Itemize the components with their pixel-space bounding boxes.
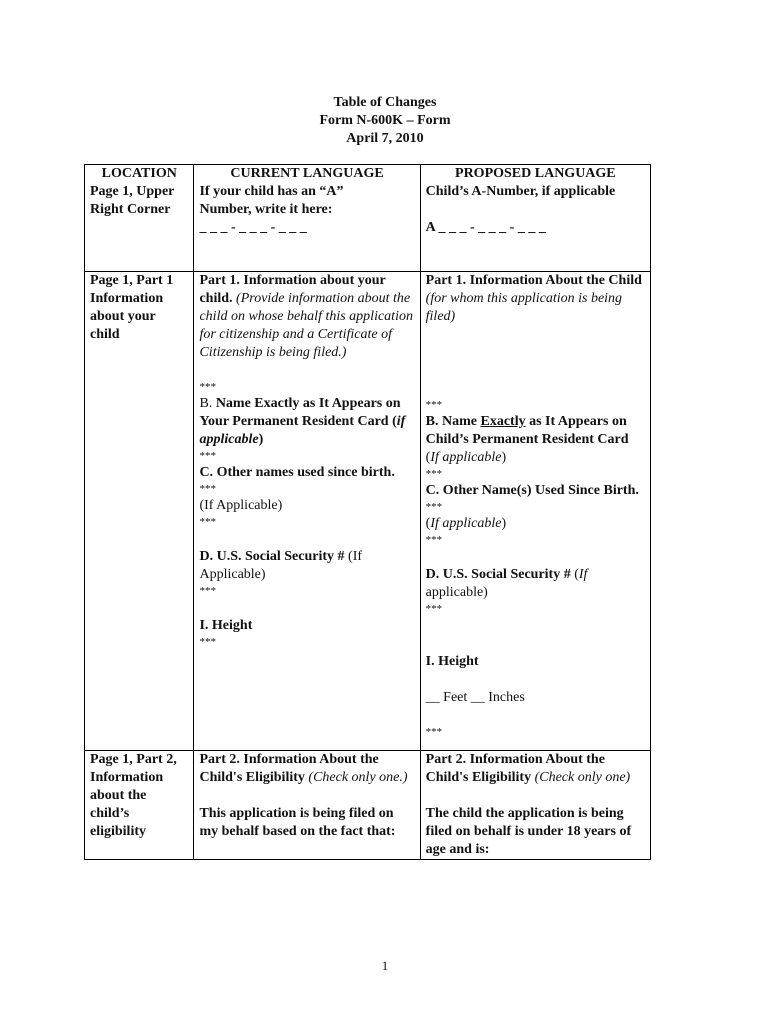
separator-stars: *** xyxy=(425,726,443,738)
row2-current-b: B. Name Exactly as It Appears on Your Permanent Resident Card (if applicable) xyxy=(199,396,406,447)
cur-part1-italic: (Provide information about the child on whose behalf this application for citizenship and a Certificate of Citizenship is being filed.) xyxy=(199,291,413,360)
location-cell xyxy=(85,751,194,860)
separator-stars: *** xyxy=(199,585,216,597)
proposed-cell xyxy=(420,165,650,272)
separator-stars: *** xyxy=(425,534,443,546)
table-row xyxy=(85,272,651,751)
separator-stars: *** xyxy=(425,501,443,513)
separator-stars: *** xyxy=(199,381,216,393)
page-number: 1 xyxy=(381,958,389,973)
current-cell xyxy=(194,165,420,272)
document-header xyxy=(0,94,770,148)
separator-stars: *** xyxy=(199,450,216,462)
separator-stars: *** xyxy=(425,603,443,615)
changes-table xyxy=(84,164,651,860)
row2-current-part1 xyxy=(199,272,414,362)
table-row xyxy=(85,751,651,860)
row2-proposed-c-ifapp: (If applicable) xyxy=(425,516,507,531)
row2-proposed-i: I. Height xyxy=(425,654,479,669)
row2-current-d: D. U.S. Social Security # (If Applicable) xyxy=(199,549,363,582)
row3-proposed-statement: The child the application is being filed on behalf is under 18 years of age and is: xyxy=(425,806,632,857)
row3-current-statement: This application is being filed on my behalf based on the fact that: xyxy=(199,806,396,839)
current-cell xyxy=(194,751,420,860)
row1-location: Page 1, Upper Right Corner xyxy=(90,184,175,217)
col-header-location: LOCATION xyxy=(101,166,177,181)
separator-stars: *** xyxy=(425,468,443,480)
row2-current-c-ifapp: (If Applicable) xyxy=(199,498,283,513)
cur-part1-bold: Part 1. Information about your child. xyxy=(199,273,386,306)
col-header-proposed: PROPOSED LANGUAGE xyxy=(455,166,616,181)
row2-proposed-b: B. Name Exactly as It Appears on Child’s Permanent Resident Card (If applicable) xyxy=(425,414,629,465)
separator-stars: *** xyxy=(425,399,443,411)
row3-location: Page 1, Part 2, Information about the child’s eligibility xyxy=(90,752,177,839)
row3-proposed-part2: Part 2. Information About the Child's Eligibility (Check only one) xyxy=(425,752,631,785)
row2-proposed-c: C. Other Name(s) Used Since Birth. xyxy=(425,483,639,498)
row1-proposed-line2: A _ _ _ - _ _ _ - _ _ _ xyxy=(425,220,546,235)
row2-location: Page 1, Part 1 Information about your child xyxy=(90,273,174,342)
row2-current-i: I. Height xyxy=(199,618,253,633)
row1-current-line2: Number, write it here: xyxy=(199,202,333,217)
row2-proposed-part1: Part 1. Information About the Child (for whom this application is being filed) xyxy=(425,273,642,324)
doc-date: April 7, 2010 xyxy=(346,131,424,146)
current-cell xyxy=(194,272,420,751)
row1-proposed-line1: Child’s A-Number, if applicable xyxy=(425,184,616,199)
col-header-current: CURRENT LANGUAGE xyxy=(230,166,384,181)
row3-current-part2: Part 2. Information About the Child's Eligibility (Check only one.) xyxy=(199,752,408,785)
separator-stars: *** xyxy=(199,516,216,528)
doc-form: Form N-600K – Form xyxy=(319,113,451,128)
row2-proposed-height-fields: __ Feet __ Inches xyxy=(425,690,525,705)
location-cell xyxy=(85,165,194,272)
proposed-cell xyxy=(420,272,650,751)
row1-current-line3: _ _ _ - _ _ _ - _ _ _ xyxy=(199,220,307,235)
row2-proposed-d: D. U.S. Social Security # (If applicable) xyxy=(425,567,588,600)
separator-stars: *** xyxy=(199,636,216,648)
doc-title: Table of Changes xyxy=(333,95,437,110)
separator-stars: *** xyxy=(199,483,216,495)
table-row xyxy=(85,165,651,272)
row1-current-line1: If your child has an “A” xyxy=(199,184,344,199)
row2-current-c: C. Other names used since birth. xyxy=(199,465,395,480)
location-cell xyxy=(85,272,194,751)
proposed-cell xyxy=(420,751,650,860)
